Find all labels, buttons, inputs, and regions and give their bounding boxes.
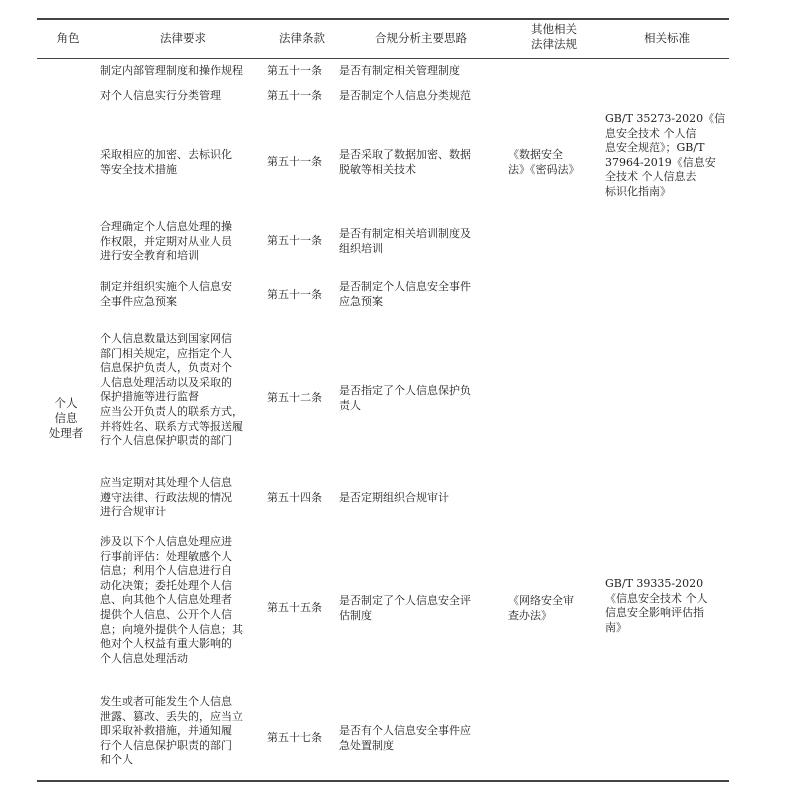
- standards-group-2: GB/T 39335-2020 《信息安全技术 个人 信息安全影响评估指 南》: [605, 577, 708, 634]
- table-bottom-rule: [37, 780, 729, 782]
- row-0-article: 第五十一条: [267, 64, 322, 77]
- row-8-article: 第五十七条: [267, 731, 322, 744]
- row-5-analysis: 是否指定了个人信息保护负 责人: [339, 384, 471, 412]
- row-0-analysis: 是否有制定相关管理制度: [339, 64, 460, 77]
- row-5-requirement: 个人信息数量达到国家网信 部门相关规定，应指定个人 信息保护负责人，负责对个 人信息处理活动以及采取的 保护措施等进行监督 应当公开负责人的联系方式， 并将姓名、联系方式等报送履 行个人信息保护职责的部门: [100, 332, 243, 448]
- row-2-article: 第五十一条: [267, 155, 322, 168]
- role-cell: 个人 信息 处理者: [48, 396, 84, 440]
- header-standards: 相关标准: [644, 31, 690, 45]
- standards-group-1: GB/T 35273-2020《信 息安全技术 个人信 息安全规范》；GB/T 37964-2019《信息安 全技术 个人信息去 标识化指南》: [605, 112, 726, 198]
- header-role: 角色: [56, 31, 80, 45]
- row-6-article: 第五十四条: [267, 491, 322, 504]
- row-8-analysis: 是否有个人信息安全事件应 急处置制度: [339, 724, 471, 752]
- row-1-analysis: 是否制定个人信息分类规范: [339, 89, 471, 102]
- header-other-laws: 其他相关 法律法规: [531, 22, 577, 51]
- row-4-analysis: 是否制定个人信息安全事件 应急预案: [339, 280, 471, 308]
- other-laws-group-1: 《数据安全 法》《密码法》: [508, 148, 580, 176]
- row-0-requirement: 制定内部管理制度和操作规程: [100, 64, 243, 77]
- row-4-article: 第五十一条: [267, 288, 322, 301]
- header-article: 法律条款: [279, 31, 325, 45]
- table-header-rule: [37, 58, 729, 59]
- row-5-article: 第五十二条: [267, 391, 322, 404]
- row-2-analysis: 是否采取了数据加密、数据 脱敏等相关技术: [339, 148, 471, 176]
- row-1-article: 第五十一条: [267, 89, 322, 102]
- row-6-requirement: 应当定期对其处理个人信息 遵守法律、行政法规的情况 进行合规审计: [100, 476, 232, 519]
- row-8-requirement: 发生或者可能发生个人信息 泄露、篡改、丢失的，应当立 即采取补救措施，并通知履 行个人信息保护职责的部门 和个人: [100, 695, 243, 767]
- row-6-analysis: 是否定期组织合规审计: [339, 491, 449, 504]
- row-7-analysis: 是否制定了个人信息安全评 估制度: [339, 594, 471, 622]
- row-3-requirement: 合理确定个人信息处理的操 作权限，并定期对从业人员 进行安全教育和培训: [100, 220, 232, 263]
- row-3-analysis: 是否有制定相关培训制度及 组织培训: [339, 227, 471, 255]
- table-top-rule: [37, 18, 729, 20]
- other-laws-group-2: 《网络安全审 查办法》: [508, 594, 574, 622]
- row-7-requirement: 涉及以下个人信息处理应进 行事前评估：处理敏感个人 信息；利用个人信息进行自 动化决策；委托处理个人信 息、向其他个人信息处理者 提供个人信息、公开个人信 息；向境外提供个人信息；其 他对个人权益有重大影响的 个人信息处理活动: [100, 535, 243, 665]
- row-3-article: 第五十一条: [267, 234, 322, 247]
- header-analysis: 合规分析主要思路: [375, 31, 467, 45]
- row-2-requirement: 采取相应的加密、去标识化 等安全技术措施: [100, 148, 232, 176]
- header-requirement: 法律要求: [160, 31, 206, 45]
- row-1-requirement: 对个人信息实行分类管理: [100, 89, 221, 102]
- row-7-article: 第五十五条: [267, 601, 322, 614]
- row-4-requirement: 制定并组织实施个人信息安 全事件应急预案: [100, 280, 232, 308]
